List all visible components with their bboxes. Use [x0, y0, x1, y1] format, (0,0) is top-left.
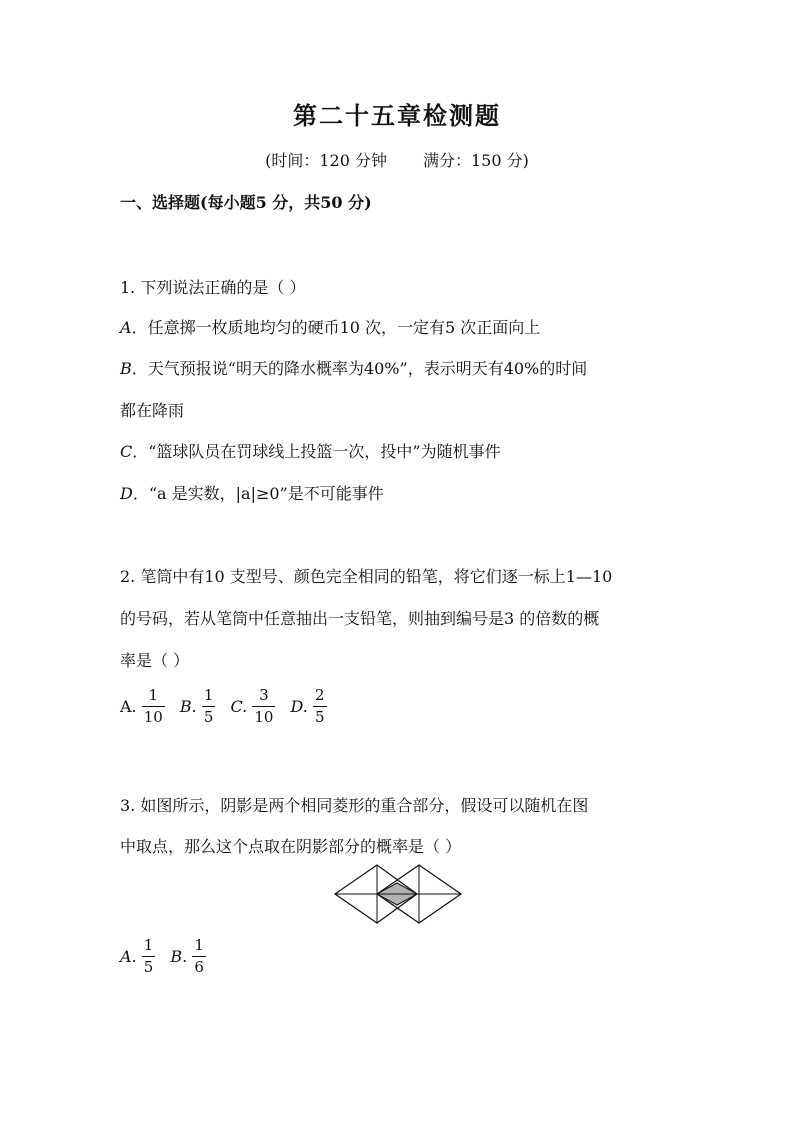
q1-option-a	[120, 315, 540, 338]
fraction	[142, 688, 165, 725]
denominator: 5	[203, 708, 214, 726]
q3-stem-line-1: 3. 如图所示，阴影是两个相同菱形的重合部分，假设可以随机在图	[120, 796, 589, 815]
numerator: 1	[192, 938, 206, 957]
q1-option-b	[120, 356, 587, 379]
q2-answer-a	[120, 688, 165, 725]
numerator: 2	[313, 688, 327, 707]
q1-option-d	[120, 481, 384, 504]
rhombus-figure	[333, 863, 463, 925]
fraction	[192, 938, 206, 975]
answer-label: B.	[179, 697, 197, 716]
option-letter: A	[120, 318, 132, 337]
denominator: 10	[143, 708, 163, 726]
numerator: 1	[202, 688, 216, 707]
denominator: 10	[254, 708, 274, 726]
q2-stem-line-1: 2. 笔筒中有10 支型号、颜色完全相同的铅笔，将它们逐一标上1—10	[120, 567, 613, 586]
q3-answer-a	[120, 938, 155, 975]
page-title: 第二十五章检测题	[293, 101, 501, 130]
q2-stem-line-2: 的号码，若从笔筒中任意抽出一支铅笔，则抽到编号是3 的倍数的概	[120, 609, 600, 628]
option-text: ．天气预报说“明天的降水概率为40%”，表示明天有40%的时间	[131, 359, 588, 378]
fraction	[313, 688, 327, 725]
option-text: ．“篮球队员在罚球线上投篮一次，投中”为随机事件	[132, 442, 501, 461]
q2-answer-d	[291, 688, 327, 725]
q1-stem: 1. 下列说法正确的是（ ）	[120, 278, 306, 297]
option-text: ．“a 是实数，|a|≥0”是不可能事件	[132, 484, 384, 503]
q3-answers	[120, 938, 216, 975]
numerator: 1	[142, 938, 156, 957]
time-limit: (时间：120 分钟	[265, 151, 387, 170]
option-letter: B	[120, 359, 132, 378]
fraction	[252, 688, 275, 725]
option-letter: C	[120, 442, 133, 461]
numerator: 3	[252, 688, 275, 707]
full-score: 满分：150 分)	[423, 151, 529, 170]
q2-answer-b	[180, 688, 215, 725]
fraction	[142, 938, 156, 975]
exam-info	[0, 148, 794, 171]
q2-stem-line-3: 率是（ ）	[120, 651, 190, 670]
denominator: 5	[314, 708, 325, 726]
q3-answer-b	[170, 938, 205, 975]
answer-label: B.	[170, 947, 188, 966]
answer-label: C.	[230, 697, 248, 716]
answer-label: D.	[290, 697, 308, 716]
denominator: 6	[194, 958, 204, 976]
denominator: 5	[143, 958, 154, 976]
q2-answer-c	[231, 688, 276, 725]
numerator: 1	[142, 688, 165, 707]
section-heading: 一、选择题(每小题5 分，共50 分)	[120, 193, 372, 212]
q1-option-c	[120, 439, 501, 462]
q3-stem-line-2: 中取点，那么这个点取在阴影部分的概率是（ ）	[120, 837, 462, 856]
fraction	[202, 688, 216, 725]
q2-answers	[120, 688, 337, 725]
option-text: ．任意掷一枚质地均匀的硬币10 次，一定有5 次正面向上	[131, 318, 541, 337]
answer-label: A.	[120, 697, 137, 716]
option-letter: D	[120, 484, 133, 503]
answer-label: A.	[120, 947, 137, 966]
q1-option-b-continued: 都在降雨	[120, 401, 185, 420]
